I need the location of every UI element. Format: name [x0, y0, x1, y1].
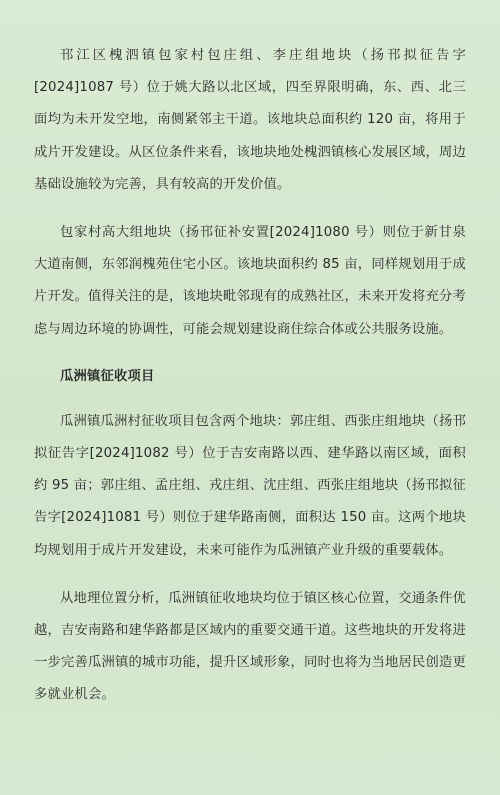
paragraph-huaisi-gaoda: 包家村高大组地块（扬邗征补安置[2024]1080 号）则位于新甘泉大道南侧，东邻润槐苑住宅小区。该地块面积约 85 亩，同样规划用于成片开发。值得关注的是，该地块毗邻现有的成熟社区，未来开发将充分考虑与周边环境的协调性，可能会规划建设商住综合体或公共服务设施。	[34, 225, 466, 337]
paragraph-guazhou-plots: 瓜洲镇瓜洲村征收项目包含两个地块：郭庄组、西张庄组地块（扬邗拟征告字[2024]1082 号）位于吉安南路以西、建华路以南区域，面积约 95 亩；郭庄组、孟庄组、戎庄组、沈庄组、西张庄组地块（扬邗拟征告字[2024]1081 号）则位于建华路南侧，面积达 150 亩。这两个地块均规划用于成片开发建设，未来可能作为瓜洲镇产业升级的重要载体。	[34, 413, 466, 558]
paragraph-huaisi-baozhuang: 邗江区槐泗镇包家村包庄组、李庄组地块（扬邗拟征告字[2024]1087 号）位于姚大路以北区域，四至界限明确，东、西、北三面均为未开发空地，南侧紧邻主干道。该地块总面积约 120 亩，将用于成片开发建设。从区位条件来看，该地块地处槐泗镇核心发展区域，周边基础设施较为完善，具有较高的开发价值。	[34, 48, 466, 192]
paragraph-guazhou-analysis: 从地理位置分析，瓜洲镇征收地块均位于镇区核心位置，交通条件优越，吉安南路和建华路都是区域内的重要交通干道。这些地块的开发将进一步完善瓜洲镇的城市功能，提升区域形象，同时也将为当地居民创造更多就业机会。	[34, 590, 466, 703]
section-heading-guazhou: 瓜洲镇征收项目	[60, 368, 155, 384]
